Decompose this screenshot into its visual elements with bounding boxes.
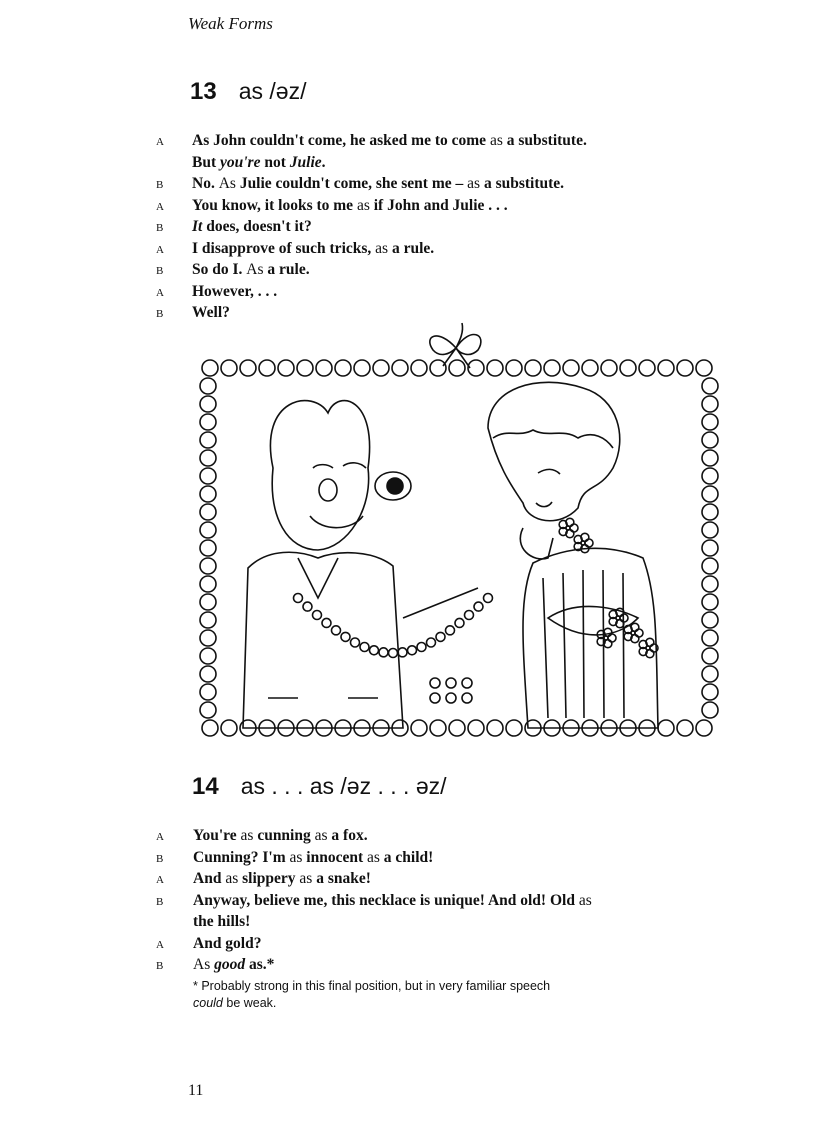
line-text — [193, 911, 713, 933]
text-segment: you're — [220, 153, 261, 171]
speaker-label: A — [156, 200, 165, 213]
dialogue-line — [156, 130, 716, 152]
line-text — [192, 152, 712, 174]
text-segment: a substitute. — [483, 175, 565, 192]
text-segment: a snake! — [316, 870, 371, 887]
speaker-label: B — [156, 895, 164, 908]
dialogue-line — [156, 847, 716, 869]
text-segment: a rule. — [267, 261, 310, 278]
dialogue-line — [156, 825, 716, 847]
dialogue-line — [156, 281, 716, 303]
dialogue-13 — [156, 130, 716, 324]
illustration-necklace-scene — [188, 318, 728, 758]
speaker-label: B — [156, 960, 164, 972]
speaker-label: A — [156, 831, 165, 843]
weak-form: as — [299, 870, 317, 887]
footnote-line-2: be weak. — [222, 996, 277, 1010]
speaker-label: B — [156, 222, 164, 234]
line-text — [192, 216, 712, 238]
text-segment: But — [192, 153, 220, 171]
running-head: Weak Forms — [188, 14, 273, 33]
text-segment: . — [321, 153, 326, 171]
text-segment: Cunning? I'm — [193, 848, 290, 866]
dialogue-line — [156, 238, 716, 260]
weak-form: As — [246, 261, 268, 278]
weak-form: as — [314, 827, 332, 844]
text-segment: Well? — [192, 304, 230, 321]
text-segment: the hills! — [193, 913, 251, 930]
text-segment: Julie couldn't come, she sent me – — [239, 175, 468, 192]
dialogue-line — [156, 173, 716, 195]
speaker-label: A — [156, 938, 165, 951]
page-number: 11 — [188, 1082, 204, 1099]
weak-form: as — [375, 239, 392, 257]
line-text — [193, 933, 713, 955]
text-segment: No. — [192, 175, 219, 192]
text-segment: innocent — [306, 848, 367, 866]
dialogue-line — [156, 911, 716, 933]
necklace — [294, 594, 493, 704]
dialogue-14 — [156, 825, 716, 976]
weak-form: as — [467, 175, 484, 192]
weak-form: as — [289, 848, 307, 866]
dialogue-line — [156, 890, 716, 912]
text-segment: And — [193, 870, 226, 887]
section-title: as . . . as /əz . . . əz/ — [240, 773, 447, 799]
weak-form: as — [356, 196, 374, 214]
text-segment: Anyway, believe me, this necklace is unique! And old! Old — [193, 891, 579, 909]
man-figure — [243, 401, 478, 728]
speaker-label: B — [156, 179, 164, 191]
footnote — [193, 978, 673, 1012]
woman-figure — [488, 382, 658, 728]
speaker-label: B — [156, 852, 164, 865]
text-segment: You're — [193, 827, 241, 844]
text-segment: a substitute. — [506, 132, 587, 149]
line-text — [193, 954, 713, 976]
dialogue-line — [156, 868, 716, 890]
line-text — [193, 825, 713, 847]
text-segment: a rule. — [391, 239, 435, 257]
weak-form: As — [193, 956, 215, 973]
dialogue-line — [156, 152, 716, 174]
dialogue-line — [156, 259, 716, 281]
text-segment: slippery — [242, 870, 300, 887]
text-segment: not — [260, 153, 290, 171]
flower-bouquet — [559, 518, 658, 657]
text-segment: a fox. — [331, 827, 368, 844]
speaker-label: B — [156, 265, 164, 277]
weak-form: as — [225, 870, 243, 887]
section-number: 14 — [192, 773, 219, 800]
line-text — [192, 173, 712, 195]
line-text — [192, 238, 712, 260]
line-text — [193, 868, 713, 890]
text-segment: And gold? — [193, 934, 262, 952]
weak-form: as — [367, 848, 384, 866]
speaker-label: A — [156, 243, 165, 256]
speaker-label: A — [156, 874, 165, 886]
dialogue-line — [156, 216, 716, 238]
text-segment: I disapprove of such tricks, — [192, 239, 376, 257]
dialogue-line — [156, 954, 716, 976]
text-segment: if John and Julie . . . — [373, 196, 508, 214]
line-text — [192, 195, 712, 217]
section-number: 13 — [190, 78, 217, 105]
text-segment: As John couldn't come, he asked me to come — [192, 132, 490, 149]
text-segment: You know, it looks to me — [192, 196, 357, 214]
text-segment: good — [214, 956, 246, 973]
weak-form: as — [240, 827, 258, 844]
text-segment: It — [192, 218, 203, 235]
weak-form: as — [489, 132, 507, 149]
line-text — [192, 130, 712, 152]
weak-form: as — [578, 891, 592, 909]
text-segment: does, doesn't it? — [202, 218, 312, 235]
dialogue-line — [156, 195, 716, 217]
text-segment: as.* — [245, 956, 275, 973]
line-text — [193, 890, 713, 912]
footnote-line-1: * Probably strong in this final position, but in very familiar speech — [193, 979, 551, 993]
weak-form: As — [218, 175, 240, 192]
speaker-label: A — [156, 286, 165, 299]
text-segment: Julie — [289, 153, 322, 171]
speaker-label: A — [156, 136, 165, 148]
line-text — [192, 281, 712, 303]
section-14-heading — [192, 773, 447, 801]
footnote-emphasis: could — [193, 996, 223, 1010]
text-segment: a child! — [383, 848, 434, 866]
text-segment: So do I. — [192, 261, 247, 278]
section-title: as /əz/ — [238, 78, 307, 104]
text-segment: cunning — [257, 827, 315, 844]
line-text — [192, 259, 712, 281]
dialogue-line — [156, 933, 716, 955]
text-segment: However, . . . — [192, 282, 278, 300]
line-text — [193, 847, 713, 869]
speaker-label: B — [156, 308, 164, 320]
section-13-heading — [190, 78, 306, 106]
